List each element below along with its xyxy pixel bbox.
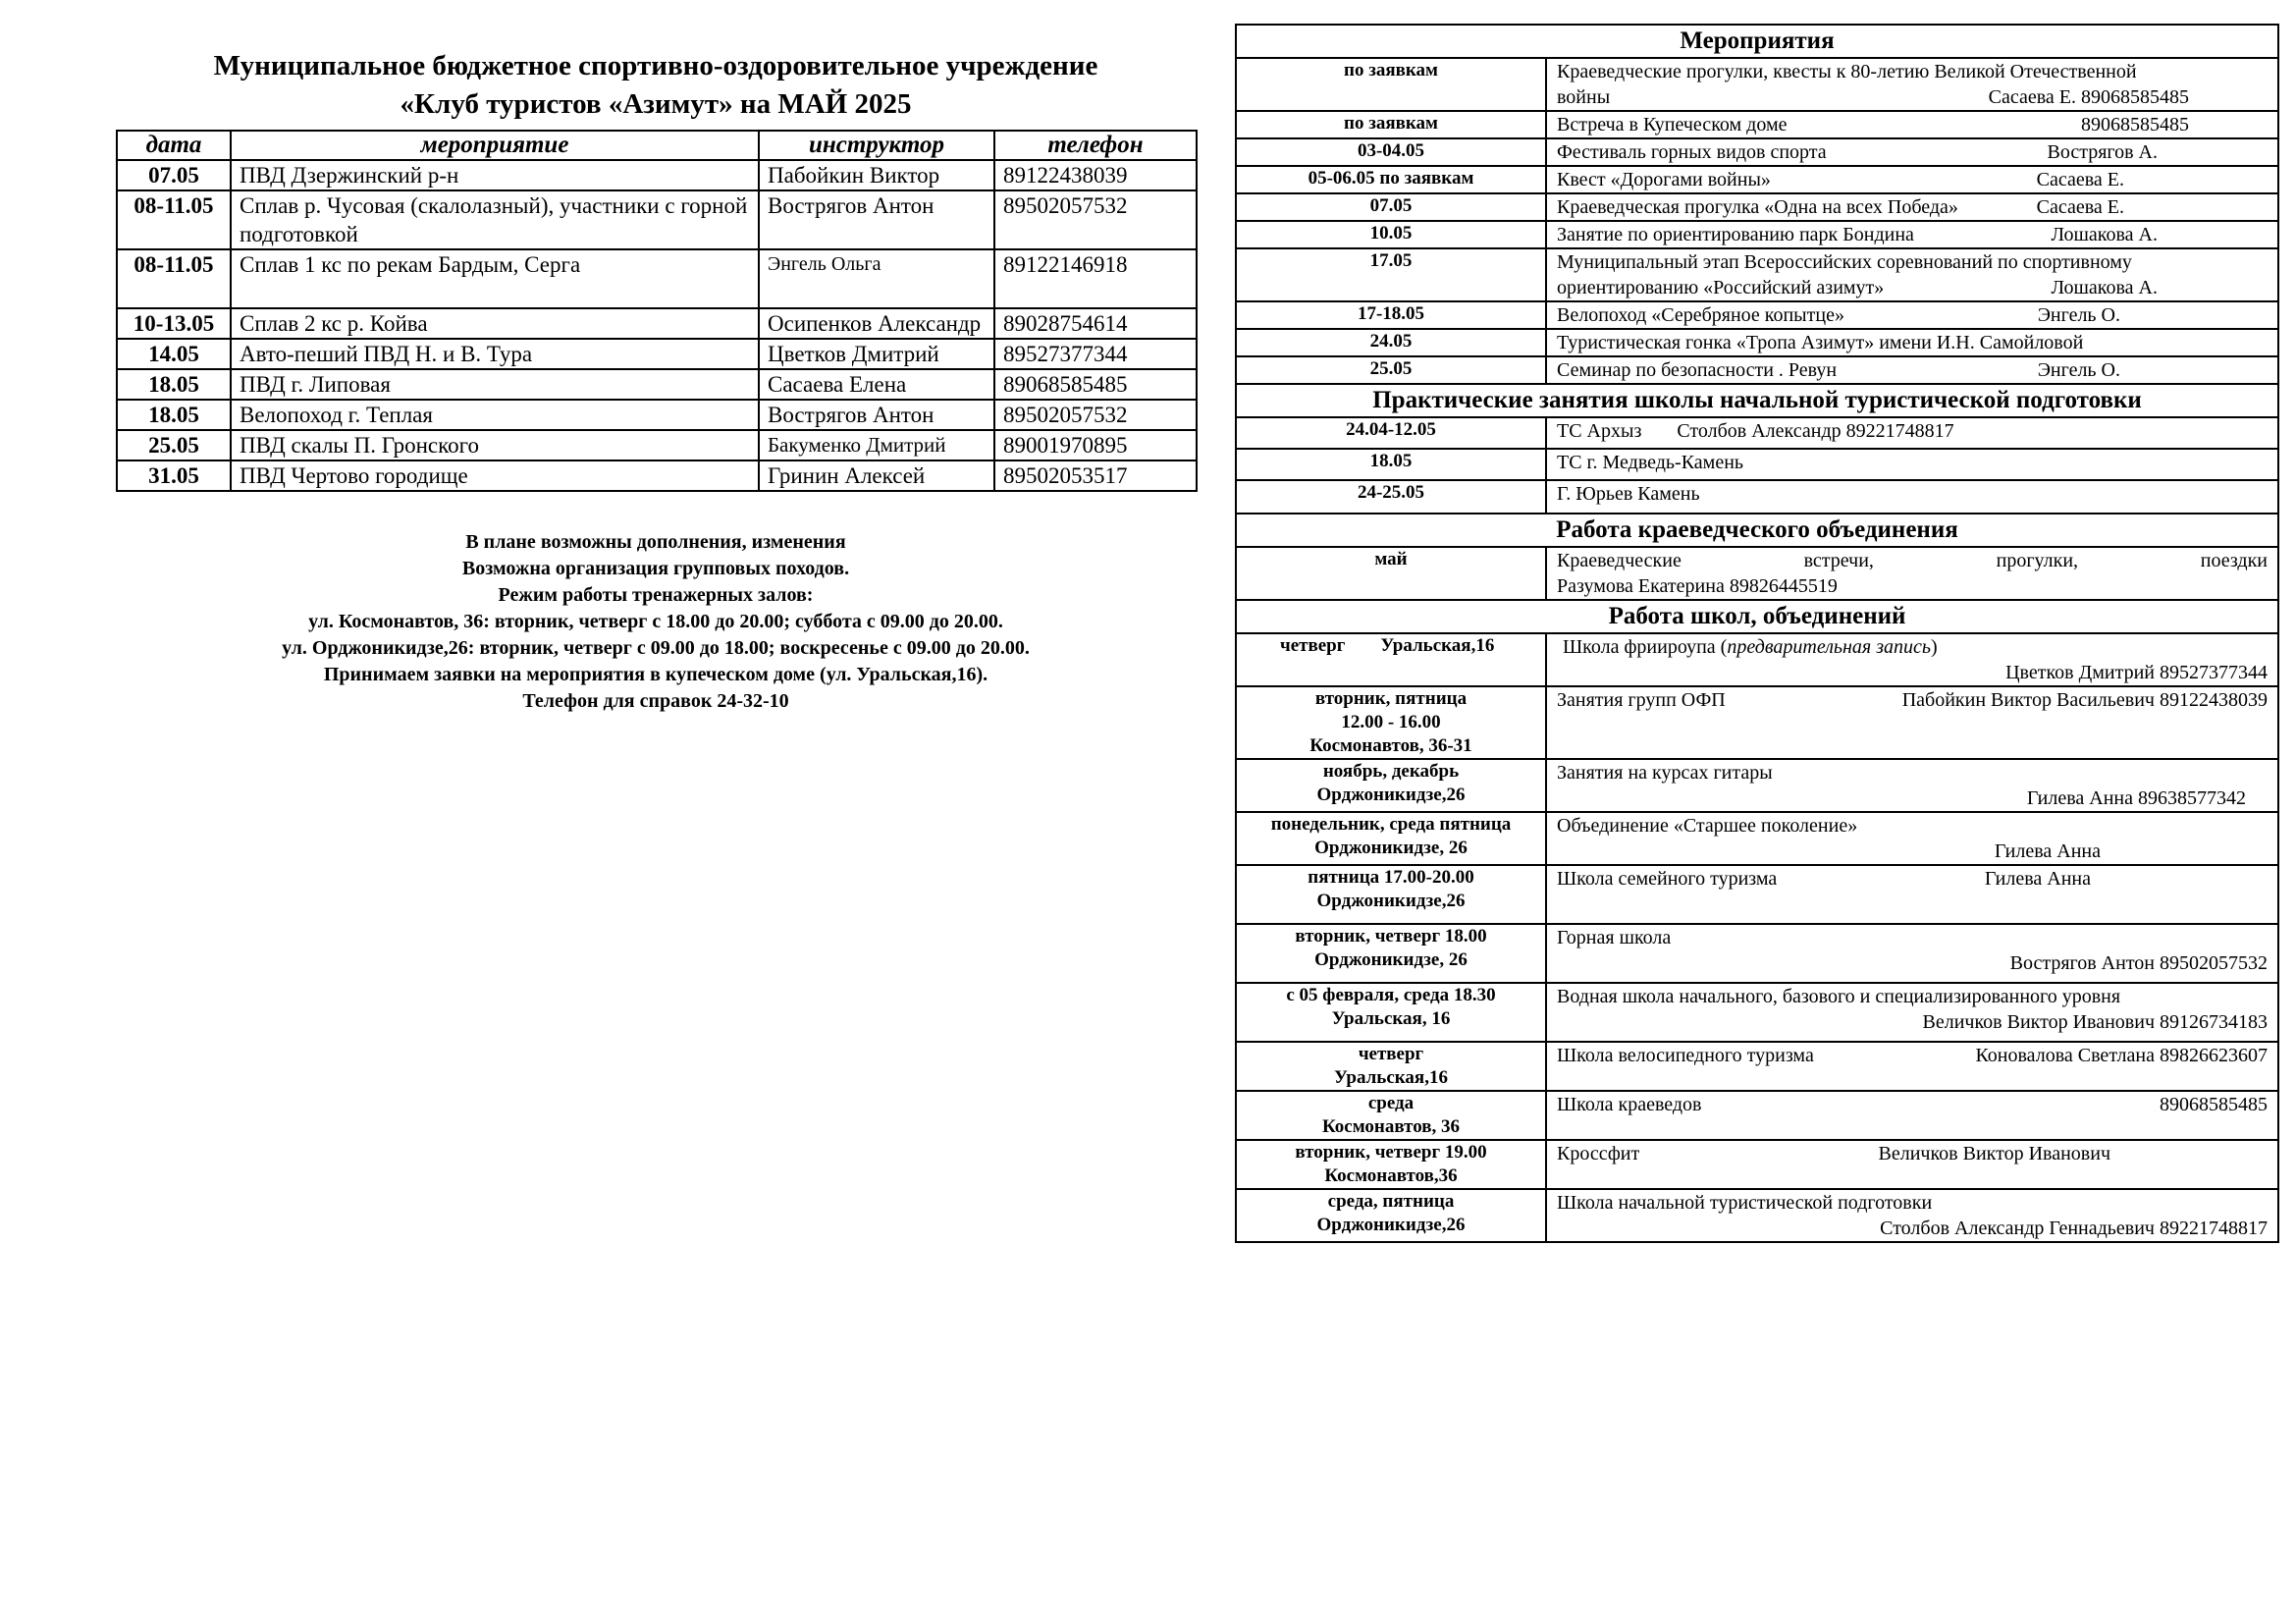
- school-name-end: ): [1931, 636, 1938, 658]
- row-date: 18.05: [117, 400, 231, 430]
- school-when: Космонавтов,36: [1324, 1165, 1458, 1186]
- row-date: 14.05: [117, 339, 231, 369]
- school-name: Объединение «Старшее поколение»: [1557, 815, 1858, 837]
- school-when: вторник, четверг 19.00: [1295, 1142, 1487, 1163]
- row-phone: 89502057532: [994, 400, 1197, 430]
- event-text: Встреча в Купеческом доме: [1557, 114, 1788, 135]
- row-phone: 89502057532: [994, 190, 1197, 249]
- row-event: Сплав 1 кс по рекам Бардым, Серга: [231, 249, 759, 308]
- school-person: Гилева Анна 89638577342: [2026, 787, 2246, 809]
- table-row: [1236, 1091, 2278, 1140]
- school-schedule: [1236, 983, 1546, 1042]
- school-person: Вострягов Антон 89502057532: [2009, 952, 2268, 974]
- school-when: Орджоникидзе, 26: [1314, 838, 1468, 858]
- section-title-practice: Практические занятия школы начальной туристической подготовки: [1236, 384, 2278, 417]
- table-row: [1236, 686, 2278, 759]
- event-person: Энгель О.: [2037, 359, 2120, 381]
- table-row: [1236, 547, 2278, 600]
- table-row: [1236, 924, 2278, 983]
- row-event: Велопоход г. Теплая: [231, 400, 759, 430]
- word: встречи,: [1803, 550, 1874, 571]
- table-row: [1236, 633, 2278, 686]
- word: Краеведческие: [1557, 550, 1682, 571]
- row-instructor: Осипенков Александр: [759, 308, 994, 339]
- table-row: [1236, 111, 2278, 138]
- section-title-schools: Работа школ, объединений: [1236, 600, 2278, 633]
- section-title-events: Мероприятия: [1236, 25, 2278, 58]
- event-description: [1546, 329, 2278, 356]
- table-row: [1236, 1140, 2278, 1189]
- event-description: [1546, 111, 2278, 138]
- school-schedule: [1236, 1189, 1546, 1242]
- table-row: [117, 430, 1197, 460]
- local-history-line: [1557, 548, 2268, 573]
- school-place: Уральская,16: [1380, 635, 1495, 656]
- table-row: [1236, 480, 2278, 514]
- row-event: ПВД Дзержинский р-н: [231, 160, 759, 190]
- event-date: по заявкам: [1236, 111, 1546, 138]
- school-when: ноябрь, декабрь: [1322, 761, 1460, 782]
- event-text: Фестиваль горных видов спорта: [1557, 141, 1827, 163]
- table-row: [117, 160, 1197, 190]
- table-row: [117, 460, 1197, 491]
- right-column: [1235, 24, 2277, 1243]
- table-row: [117, 308, 1197, 339]
- practice-person: Столбов Александр 89221748817: [1677, 420, 1954, 442]
- event-description: [1546, 301, 2278, 329]
- table-row: [1236, 301, 2278, 329]
- school-person: Величков Виктор Иванович: [1878, 1143, 2110, 1164]
- school-description: [1546, 633, 2278, 686]
- event-person: 89068585485: [2081, 114, 2189, 135]
- school-note: предварительная запись: [1727, 636, 1932, 658]
- school-schedule: [1236, 1042, 1546, 1091]
- practice-date: 18.05: [1236, 449, 1546, 480]
- row-instructor: Энгель Ольга: [759, 249, 994, 308]
- row-date: 07.05: [117, 160, 231, 190]
- table-row: [1236, 329, 2278, 356]
- school-name: Школа начальной туристической подготовки: [1557, 1192, 1933, 1214]
- table-row: [1236, 865, 2278, 924]
- event-text: Занятие по ориентированию парк Бондина: [1557, 224, 1914, 245]
- row-phone: 89001970895: [994, 430, 1197, 460]
- school-person: Коновалова Светлана 89826623607: [1975, 1045, 2268, 1066]
- event-text: Квест «Дорогами войны»: [1557, 169, 1771, 190]
- event-date: 17.05: [1236, 248, 1546, 301]
- school-when: вторник, четверг 18.00: [1295, 926, 1487, 947]
- event-text: Муниципальный этап Всероссийских соревнований по спортивному: [1557, 251, 2132, 273]
- school-when: вторник, пятница: [1314, 688, 1468, 709]
- row-instructor: Цветков Дмитрий: [759, 339, 994, 369]
- event-person: Сасаева Е.: [2036, 169, 2124, 190]
- event-text: ориентированию «Российский азимут»: [1557, 277, 1885, 298]
- school-schedule: [1236, 924, 1546, 983]
- row-event: ПВД г. Липовая: [231, 369, 759, 400]
- school-when: Орджоникидзе,26: [1316, 785, 1466, 805]
- note-line: Телефон для справок 24-32-10: [522, 690, 789, 712]
- event-text: войны: [1557, 86, 1611, 108]
- row-date: 08-11.05: [117, 190, 231, 249]
- school-description: [1546, 1140, 2278, 1189]
- table-header-row: [117, 131, 1197, 160]
- event-description: [1546, 356, 2278, 384]
- school-schedule: [1236, 865, 1546, 924]
- row-date: 31.05: [117, 460, 231, 491]
- event-text: Велопоход «Серебряное копытце»: [1557, 304, 1844, 326]
- school-name: Школа краеведов: [1557, 1094, 1702, 1115]
- local-history-person: Разумова Екатерина 89826445519: [1557, 575, 1838, 597]
- local-history-date: май: [1236, 547, 1546, 600]
- row-instructor: Бакуменко Дмитрий: [759, 430, 994, 460]
- row-instructor: Вострягов Антон: [759, 400, 994, 430]
- school-when: пятница 17.00-20.00: [1308, 867, 1474, 888]
- row-date: 25.05: [117, 430, 231, 460]
- school-description: [1546, 865, 2278, 924]
- school-description: [1546, 1042, 2278, 1091]
- event-description: [1546, 248, 2278, 301]
- event-description: [1546, 58, 2278, 111]
- school-name: Школа фриироупа (: [1563, 636, 1728, 658]
- row-instructor: Вострягов Антон: [759, 190, 994, 249]
- row-date: 18.05: [117, 369, 231, 400]
- table-row: [1236, 983, 2278, 1042]
- school-description: [1546, 686, 2278, 759]
- section-title-local-history: Работа краеведческого объединения: [1236, 514, 2278, 547]
- practice-date: 24.04-12.05: [1236, 417, 1546, 449]
- practice-date: 24-25.05: [1236, 480, 1546, 514]
- event-date: 05-06.05 по заявкам: [1236, 166, 1546, 193]
- table-row: [1236, 417, 2278, 449]
- event-description: [1546, 166, 2278, 193]
- event-date: 24.05: [1236, 329, 1546, 356]
- table-row: [1236, 356, 2278, 384]
- school-day: четверг: [1280, 635, 1346, 656]
- school-when: среда, пятница: [1327, 1191, 1455, 1212]
- school-description: [1546, 1189, 2278, 1242]
- school-name: Занятия групп ОФП: [1557, 689, 1726, 711]
- school-person: Пабойкин Виктор Васильевич 89122438039: [1901, 689, 2268, 711]
- row-date: 10-13.05: [117, 308, 231, 339]
- school-description: [1546, 983, 2278, 1042]
- event-date: 03-04.05: [1236, 138, 1546, 166]
- practice-description: ТС г. Медведь-Камень: [1546, 449, 2278, 480]
- school-when: Орджоникидзе, 26: [1314, 949, 1468, 970]
- table-row: [1236, 759, 2278, 812]
- school-schedule: [1236, 759, 1546, 812]
- table-row: [1236, 58, 2278, 111]
- event-line: [1557, 84, 2268, 110]
- school-when: Космонавтов, 36: [1321, 1116, 1461, 1137]
- row-event: ПВД Чертово городище: [231, 460, 759, 491]
- event-date: 07.05: [1236, 193, 1546, 221]
- school-name: Школа семейного туризма: [1557, 868, 1778, 890]
- school-name: Водная школа начального, базового и специализированного уровня: [1557, 986, 2121, 1007]
- row-event: Сплав 2 кс р. Койва: [231, 308, 759, 339]
- school-when: Уральская, 16: [1331, 1008, 1451, 1029]
- event-text: Краеведческие прогулки, квесты к 80-летию Великой Отечественной: [1557, 61, 2137, 82]
- event-person: Лошакова А.: [2051, 277, 2158, 298]
- note-line: Режим работы тренажерных залов:: [498, 584, 814, 606]
- row-instructor: Гринин Алексей: [759, 460, 994, 491]
- school-name: Кроссфит: [1557, 1143, 1640, 1164]
- table-row: [117, 369, 1197, 400]
- school-when: среда: [1367, 1093, 1415, 1113]
- table-row: [1236, 138, 2278, 166]
- table-row: [1236, 193, 2278, 221]
- event-person: Сасаева Е. 89068585485: [1988, 86, 2189, 108]
- school-description: [1546, 759, 2278, 812]
- event-text: Семинар по безопасности . Ревун: [1557, 359, 1838, 381]
- row-phone: 89502053517: [994, 460, 1197, 491]
- table-row: [117, 190, 1197, 249]
- row-phone: 89028754614: [994, 308, 1197, 339]
- event-person: Энгель О.: [2037, 304, 2120, 326]
- row-phone: 89122146918: [994, 249, 1197, 308]
- note-line: Принимаем заявки на мероприятия в купеческом доме (ул. Уральская,16).: [323, 664, 988, 685]
- school-schedule: [1236, 812, 1546, 865]
- school-when: понедельник, среда пятница: [1270, 814, 1512, 835]
- event-description: [1546, 221, 2278, 248]
- school-person: Величков Виктор Иванович 89126734183: [1922, 1011, 2268, 1033]
- row-event: Сплав р. Чусовая (скалолазный), участники с горной подготовкой: [231, 190, 759, 249]
- school-person: Гилева Анна: [1984, 868, 2091, 890]
- row-instructor: Пабойкин Виктор: [759, 160, 994, 190]
- practice-text: ТС Архыз: [1557, 420, 1642, 442]
- notes-block: [116, 529, 1196, 715]
- row-phone: 89527377344: [994, 339, 1197, 369]
- note-line: ул. Космонавтов, 36: вторник, четверг с 18.00 до 20.00; суббота с 09.00 до 20.00.: [308, 611, 1003, 632]
- table-row: [1236, 1189, 2278, 1242]
- table-row: [1236, 1042, 2278, 1091]
- school-when: Уральская,16: [1334, 1067, 1448, 1088]
- row-event: Авто-пеший ПВД Н. и В. Тура: [231, 339, 759, 369]
- school-when: Космонавтов, 36-31: [1309, 735, 1472, 756]
- note-line: ул. Орджоникидзе,26: вторник, четверг с 09.00 до 18.00; воскресенье с 09.00 до 20.00.: [282, 637, 1030, 659]
- school-schedule: [1236, 1091, 1546, 1140]
- event-person: Лошакова А.: [2051, 224, 2158, 245]
- school-description: [1546, 812, 2278, 865]
- events-table: [1235, 24, 2279, 1243]
- row-instructor: Сасаева Елена: [759, 369, 994, 400]
- table-row: [1236, 166, 2278, 193]
- row-phone: 89122438039: [994, 160, 1197, 190]
- event-date: 10.05: [1236, 221, 1546, 248]
- table-row: [117, 400, 1197, 430]
- event-person: Сасаева Е.: [2036, 196, 2124, 218]
- document-title: [116, 47, 1196, 124]
- table-row: [1236, 221, 2278, 248]
- school-name: Горная школа: [1557, 927, 1672, 948]
- title-line-2: «Клуб туристов «Азимут» на МАЙ 2025: [400, 88, 912, 120]
- school-description: [1546, 924, 2278, 983]
- row-event: ПВД скалы П. Гронского: [231, 430, 759, 460]
- event-date: 25.05: [1236, 356, 1546, 384]
- event-date: 17-18.05: [1236, 301, 1546, 329]
- local-history-description: [1546, 547, 2278, 600]
- school-person: Столбов Александр Геннадьевич 89221748817: [1880, 1218, 2268, 1239]
- title-line-1: Муниципальное бюджетное спортивно-оздоровительное учреждение: [213, 50, 1098, 81]
- school-when: Орджоникидзе,26: [1316, 891, 1466, 911]
- practice-description: [1546, 417, 2278, 449]
- table-row: [1236, 248, 2278, 301]
- table-row: [117, 339, 1197, 369]
- school-when: 12.00 - 16.00: [1341, 712, 1441, 732]
- event-description: [1546, 138, 2278, 166]
- school-name: Занятия на курсах гитары: [1557, 762, 1773, 784]
- event-description: [1546, 193, 2278, 221]
- school-when: четверг: [1358, 1044, 1424, 1064]
- school-when: Орджоникидзе,26: [1316, 1215, 1466, 1235]
- practice-description: Г. Юрьев Камень: [1546, 480, 2278, 514]
- note-line: В плане возможны дополнения, изменения: [465, 531, 846, 553]
- school-when: с 05 февраля, среда 18.30: [1286, 985, 1496, 1005]
- column-header-phone: телефон: [994, 131, 1197, 160]
- table-row: [1236, 812, 2278, 865]
- table-row: [117, 249, 1197, 308]
- word: прогулки,: [1996, 550, 2079, 571]
- school-person: 89068585485: [2160, 1094, 2268, 1115]
- row-date: 08-11.05: [117, 249, 231, 308]
- school-schedule: [1236, 686, 1546, 759]
- school-person: Гилева Анна: [1994, 840, 2101, 862]
- table-row: [1236, 449, 2278, 480]
- school-person: Цветков Дмитрий 89527377344: [2005, 662, 2268, 683]
- word: поездки: [2200, 550, 2268, 571]
- event-text: Краеведческая прогулка «Одна на всех Победа»: [1557, 196, 1958, 218]
- event-text: Туристическая гонка «Тропа Азимут» имени И.Н. Самойловой: [1557, 332, 2084, 353]
- school-description: [1546, 1091, 2278, 1140]
- column-header-event: мероприятие: [231, 131, 759, 160]
- left-column: [116, 47, 1196, 715]
- monthly-schedule-table: [116, 130, 1198, 492]
- note-line: Возможна организация групповых походов.: [461, 558, 850, 579]
- event-date: по заявкам: [1236, 58, 1546, 111]
- event-person: Вострягов А.: [2047, 141, 2158, 163]
- school-name: Школа велосипедного туризма: [1557, 1045, 1814, 1066]
- row-phone: 89068585485: [994, 369, 1197, 400]
- school-schedule: [1236, 633, 1546, 686]
- column-header-date: дата: [117, 131, 231, 160]
- school-schedule: [1236, 1140, 1546, 1189]
- column-header-instructor: инструктор: [759, 131, 994, 160]
